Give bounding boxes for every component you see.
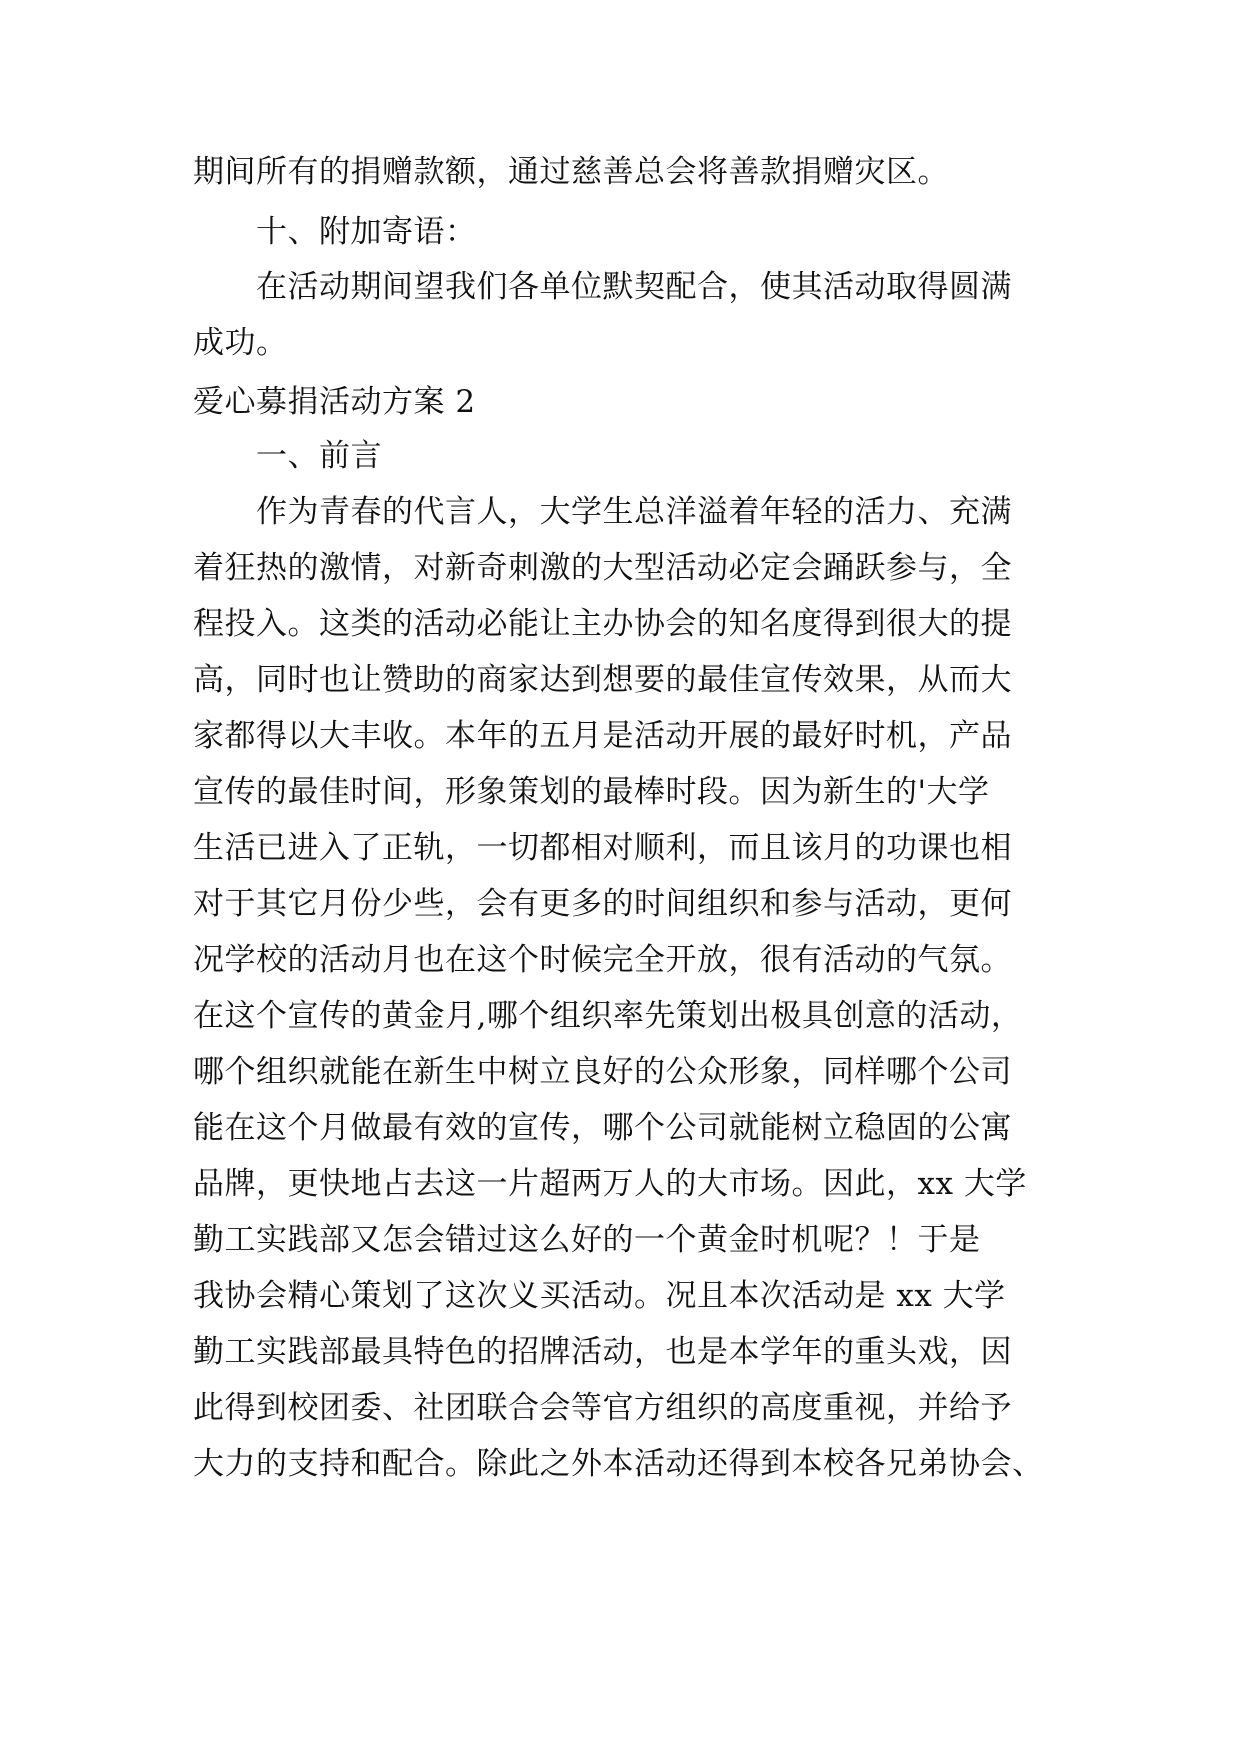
text-line: 作为青春的代言人，大学生总洋溢着年轻的活力、充满 [256, 494, 1012, 530]
text-line: 勤工实践部又怎会错过这么好的一个黄金时机呢？！于是 [193, 1222, 981, 1258]
text-line: 着狂热的激情，对新奇刺激的大型活动必定会踊跃参与，全 [193, 550, 1012, 586]
text-line: 家都得以大丰收。本年的五月是活动开展的最好时机，产品 [193, 718, 1012, 754]
text-line: 能在这个月做最有效的宣传，哪个公司就能树立稳固的公寓 [193, 1110, 1012, 1146]
section-heading: 一、前言 [256, 438, 382, 474]
text-line: 期间所有的捐赠款额，通过慈善总会将善款捐赠灾区。 [193, 154, 949, 190]
text-line: 品牌，更快地占去这一片超两万人的大市场。因此，xx 大学 [193, 1166, 1027, 1202]
text-line: 勤工实践部最具特色的招牌活动，也是本学年的重头戏，因 [193, 1334, 1012, 1370]
document-title: 爱心募捐活动方案 2 [193, 384, 476, 420]
text-line: 况学校的活动月也在这个时候完全开放，很有活动的气氛。 [193, 942, 1012, 978]
text-line: 成功。 [193, 325, 288, 361]
text-line: 生活已进入了正轨，一切都相对顺利，而且该月的功课也相 [193, 830, 1012, 866]
text-line: 宣传的最佳时间，形象策划的最棒时段。因为新生的'大学 [193, 774, 990, 810]
text-line: 哪个组织就能在新生中树立良好的公众形象，同样哪个公司 [193, 1054, 1012, 1090]
section-heading: 十、附加寄语： [256, 214, 477, 250]
text-line: 我协会精心策划了这次义买活动。况且本次活动是 xx 大学 [193, 1278, 1006, 1314]
text-line: 对于其它月份少些，会有更多的时间组织和参与活动，更何 [193, 886, 1012, 922]
text-line: 在活动期间望我们各单位默契配合，使其活动取得圆满 [256, 269, 1012, 305]
text-line: 在这个宣传的黄金月,哪个组织率先策划出极具创意的活动， [193, 998, 1023, 1034]
text-line: 高，同时也让赞助的商家达到想要的最佳宣传效果，从而大 [193, 662, 1012, 698]
text-line: 此得到校团委、社团联合会等官方组织的高度重视，并给予 [193, 1390, 1012, 1426]
text-line: 程投入。这类的活动必能让主办协会的知名度得到很大的提 [193, 606, 1012, 642]
text-line: 大力的支持和配合。除此之外本活动还得到本校各兄弟协会、 [193, 1446, 1044, 1482]
